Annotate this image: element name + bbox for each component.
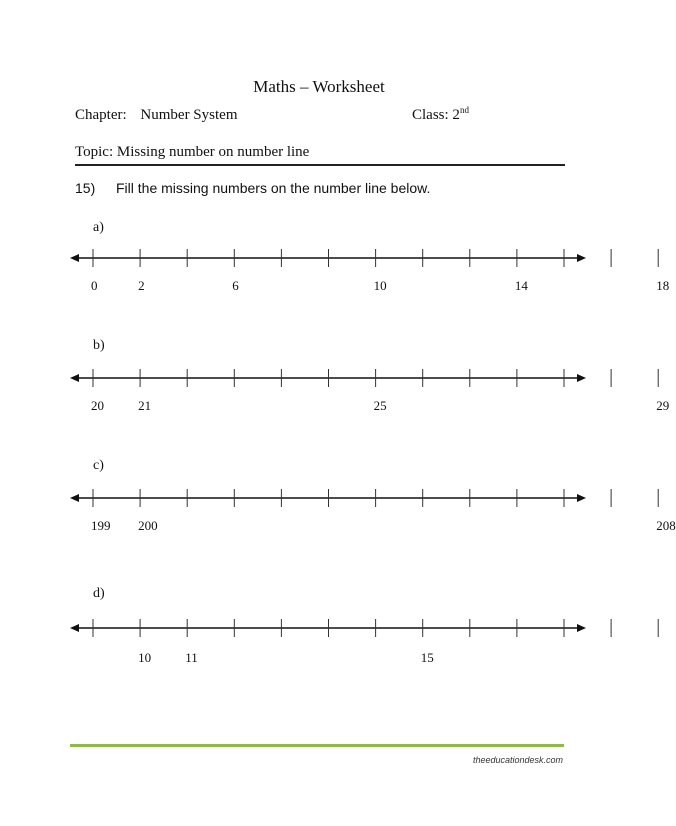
left-arrow-icon	[70, 624, 79, 632]
left-arrow-icon	[70, 374, 79, 382]
tick-label: 15	[420, 650, 434, 665]
right-arrow-icon	[577, 494, 586, 502]
number-line-c	[70, 488, 590, 508]
tick-labels-a	[0, 278, 670, 298]
right-arrow-icon	[577, 254, 586, 262]
tick-label: 29	[656, 398, 670, 413]
topic-line: Topic: Missing number on number line	[75, 144, 310, 160]
tick-label: 21	[138, 398, 152, 413]
tick-label: 14	[514, 278, 528, 293]
class-superscript: nd	[459, 105, 469, 115]
worksheet-title: Maths – Worksheet	[253, 77, 385, 96]
chapter-value: Number System	[140, 107, 238, 123]
number-line-a	[70, 248, 590, 268]
tick-labels-c	[0, 518, 676, 538]
tick-label: 6	[232, 278, 239, 293]
tick-label: 10	[138, 650, 152, 665]
section-a-label: a)	[93, 220, 104, 235]
tick-label: 0	[91, 278, 98, 293]
tick-label: 10	[373, 278, 387, 293]
tick-label: 20	[91, 398, 104, 413]
tick-labels-b	[0, 398, 670, 418]
class-label: Class: 2	[412, 107, 460, 123]
number-line-d	[70, 618, 590, 638]
footer-divider	[70, 744, 564, 747]
left-arrow-icon	[70, 494, 79, 502]
tick-label: 18	[656, 278, 670, 293]
tick-label: 11	[185, 650, 198, 665]
tick-label: 208	[656, 518, 676, 533]
section-d-label: d)	[93, 586, 105, 601]
section-b-label: b)	[93, 338, 105, 353]
right-arrow-icon	[577, 374, 586, 382]
left-arrow-icon	[70, 254, 79, 262]
section-c-label: c)	[93, 458, 104, 473]
chapter-line	[75, 107, 237, 124]
right-arrow-icon	[577, 624, 586, 632]
header-divider	[75, 164, 565, 166]
question-text: Fill the missing numbers on the number line below.	[116, 180, 431, 196]
tick-label: 25	[373, 398, 387, 413]
tick-labels-d	[0, 650, 638, 670]
number-line-b	[70, 368, 590, 388]
chapter-label: Chapter:	[75, 107, 127, 123]
footer-site: theeducationdesk.com	[472, 755, 563, 765]
question-number: 15)	[75, 180, 96, 196]
tick-label: 200	[138, 518, 158, 533]
class-line	[412, 107, 469, 124]
tick-label: 199	[91, 518, 111, 533]
tick-label: 2	[138, 278, 145, 293]
